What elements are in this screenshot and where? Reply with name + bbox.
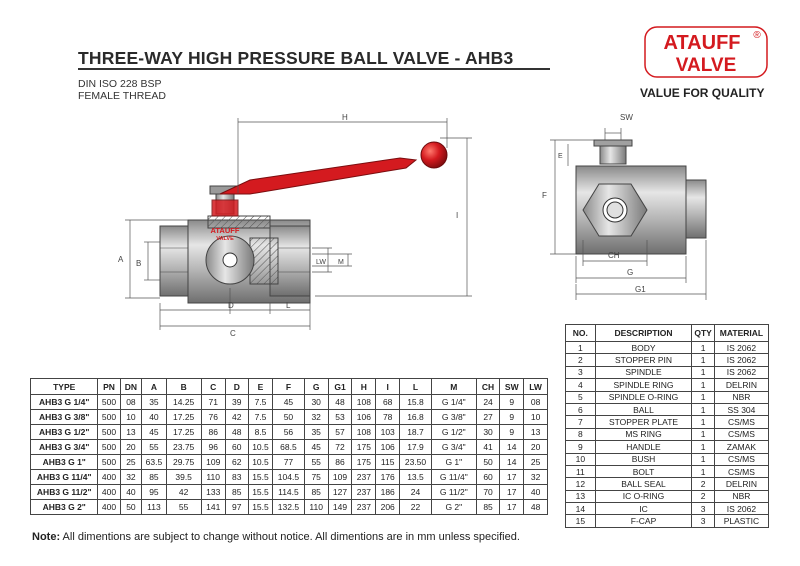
dim-header-b: B [166, 379, 201, 395]
parts-cell: HANDLE [595, 441, 692, 453]
parts-cell: 2 [692, 478, 715, 490]
ataff-logo [644, 26, 768, 78]
dim-cell: 30 [476, 425, 500, 440]
dim-cell: 17 [500, 500, 524, 515]
dim-cell: 500 [98, 425, 120, 440]
dim-cell: 110 [304, 500, 328, 515]
dim-cell: 15.8 [400, 395, 432, 410]
dim-cell: 96 [201, 440, 225, 455]
dim-cell: 27 [476, 410, 500, 425]
dim-cell: 115 [376, 455, 400, 470]
parts-cell: IC O-RING [595, 490, 692, 502]
dim-cell: G 2" [431, 500, 476, 515]
table-row [566, 515, 769, 527]
dim-cell: 17.25 [166, 425, 201, 440]
parts-cell: BUSH [595, 453, 692, 465]
valve-front-view [160, 142, 447, 303]
dim-cell: 8.5 [248, 425, 272, 440]
dim-cell: 42 [225, 410, 248, 425]
dim-label-g1: G1 [635, 285, 646, 294]
dim-cell: 149 [328, 500, 352, 515]
dim-cell: 48 [225, 425, 248, 440]
dim-cell: 60 [225, 440, 248, 455]
parts-cell: 1 [692, 428, 715, 440]
dim-label-l: L [286, 301, 291, 310]
dim-cell: G 11/2" [431, 485, 476, 500]
dim-cell: 77 [273, 455, 305, 470]
parts-table [565, 324, 769, 528]
dim-cell: AHB3 G 3/8" [31, 410, 98, 425]
dim-cell: AHB3 G 3/4" [31, 440, 98, 455]
dim-cell: 50 [476, 455, 500, 470]
parts-cell: 3 [692, 515, 715, 527]
dim-header-h: H [352, 379, 376, 395]
dim-label-ch: CH [608, 251, 620, 260]
dim-cell: 9 [500, 410, 524, 425]
dim-cell: 57 [328, 425, 352, 440]
dim-cell: 106 [376, 440, 400, 455]
dim-cell: AHB3 G 1" [31, 455, 98, 470]
dim-header-a: A [142, 379, 166, 395]
parts-cell: 1 [692, 366, 715, 378]
dim-label-h: H [342, 113, 348, 122]
dim-cell: 237 [352, 500, 376, 515]
dim-cell: 500 [98, 395, 120, 410]
parts-cell: CS/MS [714, 453, 768, 465]
dim-cell: 50 [120, 500, 142, 515]
parts-cell: IS 2062 [714, 342, 768, 354]
dim-cell: 63.5 [142, 455, 166, 470]
parts-cell: NBR [714, 391, 768, 403]
logo-registered-mark: ® [753, 30, 761, 41]
dim-cell: 62 [225, 455, 248, 470]
dim-label-c: C [230, 329, 236, 338]
dim-cell: 32 [120, 470, 142, 485]
dim-cell: 133 [201, 485, 225, 500]
standard-subtitle [78, 78, 166, 102]
dim-cell: 25 [120, 455, 142, 470]
dim-cell: 500 [98, 410, 120, 425]
table-row [566, 366, 769, 378]
parts-cell: BALL SEAL [595, 478, 692, 490]
parts-cell: SPINDLE RING [595, 379, 692, 391]
dim-cell: 85 [225, 485, 248, 500]
dim-header-l: L [400, 379, 432, 395]
dim-header-d: D [225, 379, 248, 395]
dim-cell: 20 [120, 440, 142, 455]
parts-table-header-row [566, 325, 769, 342]
dim-cell: AHB3 G 1/2" [31, 425, 98, 440]
dim-cell: 106 [352, 410, 376, 425]
dim-cell: 237 [352, 485, 376, 500]
dim-cell: 500 [98, 455, 120, 470]
logo-name-line1: ATAUFF [663, 32, 741, 54]
dim-header-c: C [201, 379, 225, 395]
dim-cell: 17.9 [400, 440, 432, 455]
dim-cell: 10.5 [248, 440, 272, 455]
parts-cell: DELRIN [714, 379, 768, 391]
table-row [566, 403, 769, 415]
dim-cell: 72 [328, 440, 352, 455]
dim-cell: 175 [352, 455, 376, 470]
dim-header-g1: G1 [328, 379, 352, 395]
brand-tagline: VALUE FOR QUALITY [640, 86, 765, 100]
body-brand-mark-line1: ATAUFF [210, 226, 240, 235]
footnote-label: Note: [32, 531, 61, 543]
parts-cell: CS/MS [714, 465, 768, 477]
dim-cell: 13 [120, 425, 142, 440]
parts-cell: PLASTIC [714, 515, 768, 527]
dim-cell: 18.7 [400, 425, 432, 440]
parts-cell: STOPPER PIN [595, 354, 692, 366]
dim-cell: 45 [142, 425, 166, 440]
dim-cell: 15.5 [248, 485, 272, 500]
parts-cell: 1 [692, 453, 715, 465]
table-row [566, 354, 769, 366]
parts-cell: SS 304 [714, 403, 768, 415]
dim-cell: 13.5 [400, 470, 432, 485]
dim-label-e: E [558, 153, 563, 160]
table-row [31, 455, 548, 470]
dim-cell: 40 [120, 485, 142, 500]
dim-cell: 15.5 [248, 500, 272, 515]
parts-cell: 1 [692, 391, 715, 403]
dim-header-m: M [431, 379, 476, 395]
parts-cell: 9 [566, 441, 596, 453]
dim-cell: 86 [328, 455, 352, 470]
table-row [566, 342, 769, 354]
table-row [31, 440, 548, 455]
parts-cell: F-CAP [595, 515, 692, 527]
parts-cell: BALL [595, 403, 692, 415]
parts-cell: 1 [692, 403, 715, 415]
table-row [566, 416, 769, 428]
table-row [566, 465, 769, 477]
dim-label-d: D [228, 301, 234, 310]
parts-header-description: DESCRIPTION [595, 325, 692, 342]
dim-label-f: F [542, 191, 547, 200]
dim-cell: 500 [98, 440, 120, 455]
dim-label-g: G [627, 268, 634, 277]
dim-cell: 39.5 [166, 470, 201, 485]
dim-cell: 14.25 [166, 395, 201, 410]
dim-header-e: E [248, 379, 272, 395]
dim-cell: 10 [524, 410, 548, 425]
dim-cell: 400 [98, 500, 120, 515]
dim-cell: 10 [120, 410, 142, 425]
dim-cell: 39 [225, 395, 248, 410]
dim-cell: 13 [524, 425, 548, 440]
dim-cell: 22 [400, 500, 432, 515]
dimensions-table [30, 378, 548, 515]
parts-header-material: MATERIAL [714, 325, 768, 342]
table-row [566, 428, 769, 440]
parts-cell: DELRIN [714, 478, 768, 490]
dim-header-sw: SW [500, 379, 524, 395]
parts-cell: 8 [566, 428, 596, 440]
parts-cell: CS/MS [714, 428, 768, 440]
dim-header-i: I [376, 379, 400, 395]
parts-cell: 1 [566, 342, 596, 354]
dim-cell: G 1" [431, 455, 476, 470]
dim-header-pn: PN [98, 379, 120, 395]
dim-cell: 110 [201, 470, 225, 485]
dim-cell: 108 [352, 395, 376, 410]
table-row [566, 441, 769, 453]
dim-cell: 113 [142, 500, 166, 515]
dim-cell: 97 [225, 500, 248, 515]
parts-cell: 11 [566, 465, 596, 477]
parts-cell: 1 [692, 465, 715, 477]
dim-label-lw: LW [316, 259, 326, 266]
parts-cell: 3 [692, 503, 715, 515]
dim-cell: 32 [524, 470, 548, 485]
dim-cell: 24 [400, 485, 432, 500]
subtitle-line-2: FEMALE THREAD [78, 90, 166, 102]
dim-cell: AHB3 G 2" [31, 500, 98, 515]
dim-cell: 7.5 [248, 410, 272, 425]
parts-cell: 10 [566, 453, 596, 465]
dim-cell: 41 [476, 440, 500, 455]
footnote [32, 531, 520, 543]
parts-cell: ZAMAK [714, 441, 768, 453]
dim-header-g: G [304, 379, 328, 395]
dim-cell: 42 [166, 485, 201, 500]
dim-cell: 55 [304, 455, 328, 470]
dimensions-table-header-row [31, 379, 548, 395]
dim-cell: 53 [328, 410, 352, 425]
dim-cell: G 1/2" [431, 425, 476, 440]
dim-cell: 16.8 [400, 410, 432, 425]
parts-cell: 12 [566, 478, 596, 490]
table-row [31, 410, 548, 425]
parts-cell: SPINDLE [595, 366, 692, 378]
dim-cell: 55 [142, 440, 166, 455]
dim-cell: 17 [500, 470, 524, 485]
table-row [31, 470, 548, 485]
dim-cell: 68 [376, 395, 400, 410]
dim-cell: 176 [376, 470, 400, 485]
parts-cell: MS RING [595, 428, 692, 440]
parts-cell: 3 [566, 366, 596, 378]
dim-cell: 186 [376, 485, 400, 500]
dim-header-dn: DN [120, 379, 142, 395]
dim-cell: 45 [273, 395, 305, 410]
table-row [566, 478, 769, 490]
dim-cell: 175 [352, 440, 376, 455]
dim-header-type: TYPE [31, 379, 98, 395]
parts-cell: BODY [595, 342, 692, 354]
dim-cell: 132.5 [273, 500, 305, 515]
dim-label-i: I [456, 211, 459, 220]
dim-cell: 14 [500, 440, 524, 455]
dim-cell: 108 [352, 425, 376, 440]
dim-cell: 109 [201, 455, 225, 470]
dim-label-sw: SW [620, 113, 633, 122]
dim-cell: 109 [328, 470, 352, 485]
dim-cell: G 11/4" [431, 470, 476, 485]
dim-cell: AHB3 G 11/4" [31, 470, 98, 485]
dim-cell: 48 [524, 500, 548, 515]
dim-cell: 68.5 [273, 440, 305, 455]
parts-cell: NBR [714, 490, 768, 502]
subtitle-line-1: DIN ISO 228 BSP [78, 78, 162, 90]
parts-cell: SPINDLE O-RING [595, 391, 692, 403]
dim-cell: 7.5 [248, 395, 272, 410]
dim-cell: 32 [304, 410, 328, 425]
dim-cell: 10.5 [248, 455, 272, 470]
dim-cell: 103 [376, 425, 400, 440]
dim-cell: 48 [328, 395, 352, 410]
dim-cell: 30 [304, 395, 328, 410]
table-row [31, 500, 548, 515]
dim-cell: 71 [201, 395, 225, 410]
parts-cell: IC [595, 503, 692, 515]
table-row [566, 391, 769, 403]
dim-cell: 14 [500, 455, 524, 470]
parts-cell: 1 [692, 354, 715, 366]
dim-cell: 75 [304, 470, 328, 485]
parts-cell: 13 [566, 490, 596, 502]
dim-cell: 17.25 [166, 410, 201, 425]
dim-cell: 29.75 [166, 455, 201, 470]
valve-technical-drawing [100, 108, 800, 344]
dim-cell: 86 [201, 425, 225, 440]
parts-cell: 5 [566, 391, 596, 403]
dim-cell: 24 [476, 395, 500, 410]
footnote-text: All dimentions are subject to change without notice. All dimentions are in mm unless specified. [60, 531, 520, 543]
dim-cell: 83 [225, 470, 248, 485]
table-row [566, 490, 769, 502]
dim-cell: 40 [524, 485, 548, 500]
dim-cell: 141 [201, 500, 225, 515]
dim-cell: 17 [500, 485, 524, 500]
dim-cell: G 3/8" [431, 410, 476, 425]
parts-header-qty: QTY [692, 325, 715, 342]
dim-cell: 15.5 [248, 470, 272, 485]
valve-handle [220, 158, 416, 194]
dim-cell: 78 [376, 410, 400, 425]
dim-label-a: A [118, 255, 124, 264]
table-row [31, 425, 548, 440]
parts-cell: 4 [566, 379, 596, 391]
dim-cell: 127 [328, 485, 352, 500]
dim-cell: 400 [98, 470, 120, 485]
dim-cell: 206 [376, 500, 400, 515]
dim-cell: 114.5 [273, 485, 305, 500]
title-underline [78, 68, 550, 70]
parts-cell: 1 [692, 379, 715, 391]
dim-cell: 08 [524, 395, 548, 410]
table-row [566, 503, 769, 515]
dim-cell: 20 [524, 440, 548, 455]
dim-header-lw: LW [524, 379, 548, 395]
dim-cell: 35 [142, 395, 166, 410]
dim-cell: 60 [476, 470, 500, 485]
dim-cell: 85 [142, 470, 166, 485]
parts-cell: 1 [692, 416, 715, 428]
parts-cell: CS/MS [714, 416, 768, 428]
dim-cell: 400 [98, 485, 120, 500]
handle-knob [421, 142, 447, 168]
table-row [31, 395, 548, 410]
parts-cell: 6 [566, 403, 596, 415]
parts-cell: 15 [566, 515, 596, 527]
parts-cell: BOLT [595, 465, 692, 477]
dim-cell: 95 [142, 485, 166, 500]
parts-header-no: NO. [566, 325, 596, 342]
dim-cell: 23.75 [166, 440, 201, 455]
table-row [31, 485, 548, 500]
dim-cell: 25 [524, 455, 548, 470]
dim-cell: 85 [476, 500, 500, 515]
dim-header-f: F [273, 379, 305, 395]
dim-cell: 70 [476, 485, 500, 500]
dim-cell: 85 [304, 485, 328, 500]
dim-cell: G 1/4" [431, 395, 476, 410]
parts-cell: IS 2062 [714, 366, 768, 378]
dim-label-m: M [338, 259, 344, 266]
dim-cell: 9 [500, 425, 524, 440]
parts-cell: 1 [692, 342, 715, 354]
table-row [566, 379, 769, 391]
dim-cell: 76 [201, 410, 225, 425]
dim-cell: 35 [304, 425, 328, 440]
dim-cell: G 3/4" [431, 440, 476, 455]
dim-cell: AHB3 G 1/4" [31, 395, 98, 410]
dim-cell: 55 [166, 500, 201, 515]
dim-cell: 237 [352, 470, 376, 485]
valve-side-view [576, 140, 706, 254]
parts-cell: IS 2062 [714, 354, 768, 366]
dim-cell: AHB3 G 11/2" [31, 485, 98, 500]
dim-cell: 45 [304, 440, 328, 455]
dim-cell: 56 [273, 425, 305, 440]
dim-cell: 9 [500, 395, 524, 410]
parts-cell: 7 [566, 416, 596, 428]
parts-cell: STOPPER PLATE [595, 416, 692, 428]
parts-cell: 1 [692, 441, 715, 453]
parts-cell: IS 2062 [714, 503, 768, 515]
dim-cell: 40 [142, 410, 166, 425]
parts-cell: 14 [566, 503, 596, 515]
dim-cell: 08 [120, 395, 142, 410]
logo-name-line2: VALVE [675, 55, 737, 76]
dim-header-ch: CH [476, 379, 500, 395]
dim-label-b: B [136, 259, 142, 268]
parts-cell: 2 [566, 354, 596, 366]
page-title: THREE-WAY HIGH PRESSURE BALL VALVE - AHB3 [78, 48, 514, 68]
body-brand-mark-line2: VALVE [216, 236, 234, 242]
dim-cell: 50 [273, 410, 305, 425]
table-row [566, 453, 769, 465]
parts-cell: 2 [692, 490, 715, 502]
dim-cell: 104.5 [273, 470, 305, 485]
dim-cell: 23.50 [400, 455, 432, 470]
